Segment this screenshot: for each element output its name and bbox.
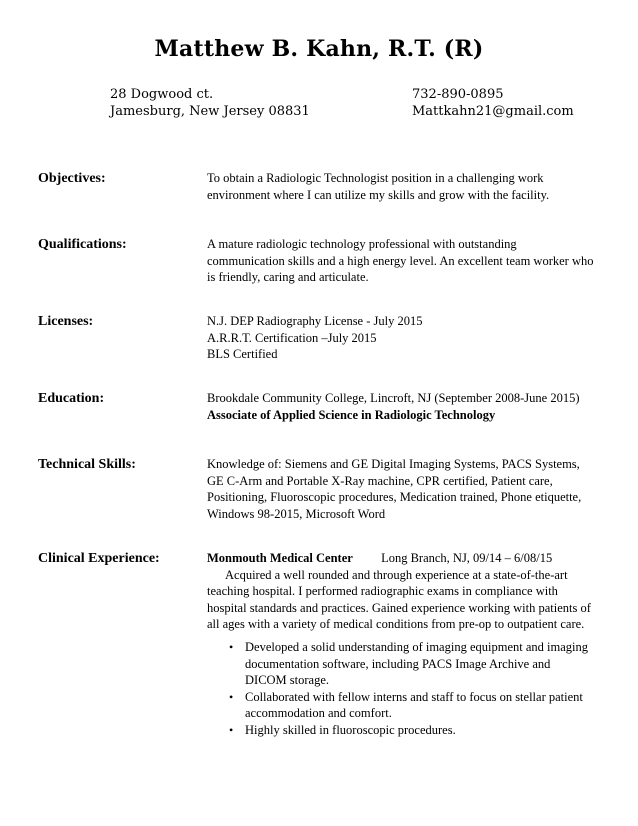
section-content — [207, 170, 602, 203]
text-line: Positioning, Fluoroscopic procedures, Medication trained, Phone etiquette, — [207, 490, 582, 505]
employer-line — [207, 550, 602, 567]
text-line: is friendly, caring and articulate. — [207, 270, 369, 285]
employer-name: Monmouth Medical Center — [207, 551, 353, 565]
text-line: Highly skilled in fluoroscopic procedures. — [245, 722, 456, 737]
section-content — [207, 390, 602, 423]
text-line: Acquired a well rounded and through experience at a state-of-the-art — [225, 567, 568, 582]
phone-number: 732-890-0895 — [412, 87, 504, 102]
text-line: Developed a solid understanding of imaging equipment and imaging — [245, 639, 588, 654]
text-line: A mature radiologic technology professional with outstanding — [207, 237, 517, 251]
text-line: communication skills and a high energy level. An excellent team worker who — [207, 253, 594, 268]
address-line-1: 28 Dogwood ct. — [110, 87, 214, 102]
address-line-2: Jamesburg, New Jersey 08831 — [110, 104, 310, 119]
text-line: all ages with a variety of medical conditions from pre-op to outpatient care. — [207, 617, 585, 632]
bullet-icon: • — [229, 722, 234, 737]
text-line: DICOM storage. — [245, 673, 330, 688]
text-line: GE C-Arm and Portable X-Ray machine, CPR certified, Patient care, — [207, 473, 553, 488]
text-line: Knowledge of: Siemens and GE Digital Imaging Systems, PACS Systems, — [207, 457, 580, 471]
list-item — [207, 639, 602, 689]
text-line: N.J. DEP Radiography License - July 2015 — [207, 314, 423, 328]
employer-location-dates: Long Branch, NJ, 09/14 – 6/08/15 — [381, 551, 553, 565]
section-label: Objectives: — [38, 171, 106, 186]
text-line: Windows 98-2015, Microsoft Word — [207, 506, 386, 521]
text-line: A.R.R.T. Certification –July 2015 — [207, 330, 377, 345]
list-item — [207, 722, 602, 739]
education-degree: Associate of Applied Science in Radiologic Technology — [207, 407, 496, 422]
text-line: hospital standards and practices. Gained experience working with patients of — [207, 600, 591, 615]
section-label: Technical Skills: — [38, 457, 136, 472]
text-line: Collaborated with fellow interns and staff to focus on stellar patient — [245, 689, 583, 704]
address-block — [110, 86, 310, 120]
section-label: Clinical Experience: — [38, 551, 160, 566]
email-address: Mattkahn21@gmail.com — [412, 104, 574, 119]
text-line: environment where I can utilize my skills and grow with the facility. — [207, 187, 550, 202]
bullet-icon: • — [229, 689, 234, 704]
section-content — [207, 313, 602, 363]
education-school: Brookdale Community College, Lincroft, NJ (September 2008-June 2015) — [207, 391, 580, 405]
text-line: documentation software, including PACS Image Archive and — [245, 656, 551, 671]
section-label: Qualifications: — [38, 237, 127, 252]
section-label: Education: — [38, 391, 105, 406]
experience-bullet-list — [207, 639, 602, 739]
section-content — [207, 456, 602, 522]
section-content — [207, 236, 602, 286]
contact-block — [412, 86, 574, 120]
text-line: teaching hospital. I performed radiographic exams in compliance with — [207, 584, 558, 599]
bullet-icon: • — [229, 639, 234, 654]
text-line: accommodation and comfort. — [245, 706, 392, 721]
text-line: To obtain a Radiologic Technologist position in a challenging work — [207, 171, 544, 185]
list-item — [207, 689, 602, 722]
resume-name: Matthew B. Kahn, R.T. (R) — [154, 36, 484, 62]
text-line: BLS Certified — [207, 347, 278, 362]
section-label: Licenses: — [38, 314, 94, 329]
section-content — [207, 550, 602, 739]
